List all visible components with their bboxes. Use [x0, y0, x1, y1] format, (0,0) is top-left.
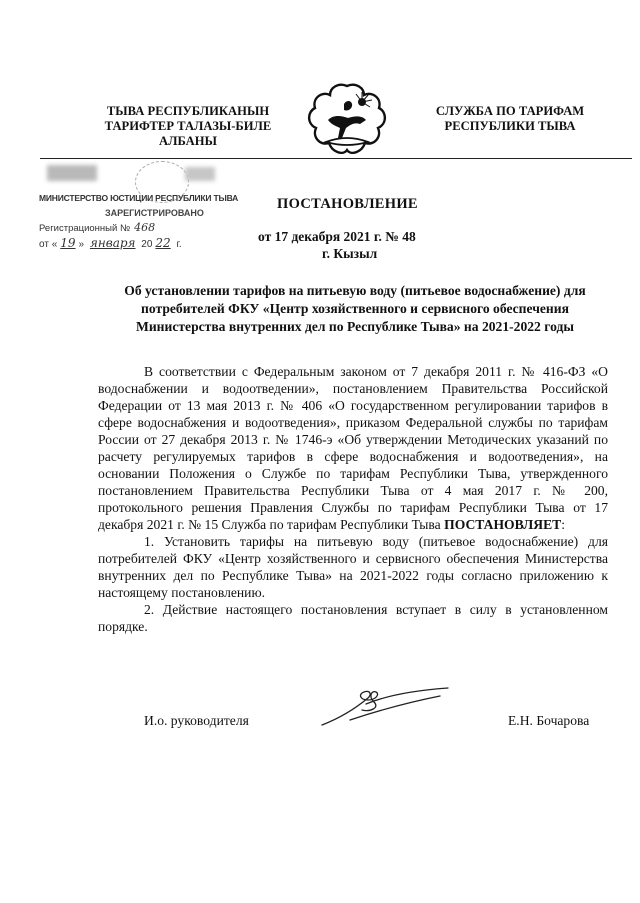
stamp-reg-label: Регистрационный № — [39, 223, 131, 234]
stamp-date-year: 22 — [155, 236, 171, 250]
stamp-ministry: МИНИСТЕРСТВО ЮСТИЦИИ РЕСПУБЛИКИ ТЫВА — [39, 193, 239, 203]
header-right-org: СЛУЖБА ПО ТАРИФАМ РЕСПУБЛИКИ ТЫВА — [435, 104, 585, 133]
header-left-org: ТЫВА РЕСПУБЛИКАНЫН ТАРИФТЕР ТАЛАЗЫ-БИЛЕ АЛБАНЫ — [104, 104, 272, 148]
registration-stamp — [35, 153, 240, 251]
document-city: г. Кызыл — [322, 246, 378, 261]
document-type: ПОСТАНОВЛЕНИЕ — [277, 196, 418, 212]
stamp-blur — [185, 167, 215, 181]
document-body — [98, 363, 608, 635]
signer-role: И.о. руководителя — [144, 713, 249, 728]
stamp-registered: ЗАРЕГИСТРИРОВАНО — [105, 208, 204, 218]
stamp-date-day: 19 — [60, 236, 76, 250]
stamp-date-mid: » — [78, 239, 85, 250]
document-title: Об установлении тарифов на питьевую воду (питьевое водоснабжение) для потребителей ФКУ «Центр хозяйственного и сервисного обеспечения Министерства внутренних дел по Республике Тыва» на 2021-2022 годы — [124, 283, 586, 334]
item-1: 1. Установить тарифы на питьевую воду (питьевое водоснабжение) для потребителей ФКУ «Центр хозяйственного и сервисного обеспечения Министерства внутренних дел по Республике Тыва» на 2021-2022 годы согласно приложению к настоящему постановлению. — [98, 534, 608, 600]
stamp-date-year-prefix: 20 — [141, 239, 153, 250]
stamp-date-suffix: г. — [176, 239, 182, 250]
stamp-blur — [47, 165, 97, 181]
stamp-date-line — [39, 236, 182, 250]
preamble-paragraph — [98, 363, 608, 533]
tuva-emblem-icon — [306, 80, 388, 158]
stamp-date-prefix: от « — [39, 239, 58, 250]
preamble-text: В соответствии с Федеральным законом от 7 декабря 2011 г. № 416-ФЗ «О водоснабжении и водоотведении», постановлением Правительства Российской Федерации от 13 мая 2013 г. № 406 «О государственном регулировании тарифов в сфере водоснабжения и водоотведения», приказом Федеральной службы по тарифам России от 27 декабря 2013 г. № 1746-э «Об утверждении Методических указаний по расчету регулируемых тарифов в сфере водоснабжения и водоотведения», на основании Положения о Службе по тарифам Республики Тыва, утвержденного постановлением Правительства Республики Тыва от 4 мая 2017 г. № 200, протокольного решения Правления Службы по тарифам Республики Тыва от 17 декабря 2021 г. № 15 Служба по тарифам Республики Тыва — [98, 364, 608, 532]
stamp-date-month: января — [89, 236, 136, 250]
stamp-reg-line — [39, 221, 155, 234]
item-2: 2. Действие настоящего постановления вступает в силу в установленном порядке. — [98, 602, 608, 634]
signer-name: Е.Н. Бочарова — [508, 713, 590, 728]
stamp-reg-number: 468 — [134, 221, 156, 234]
resolves-colon: : — [561, 517, 566, 532]
document-date-number: от 17 декабря 2021 г. № 48 — [258, 229, 416, 244]
handwritten-signature-icon — [320, 680, 450, 730]
resolves-word: ПОСТАНОВЛЯЕТ — [444, 517, 562, 532]
